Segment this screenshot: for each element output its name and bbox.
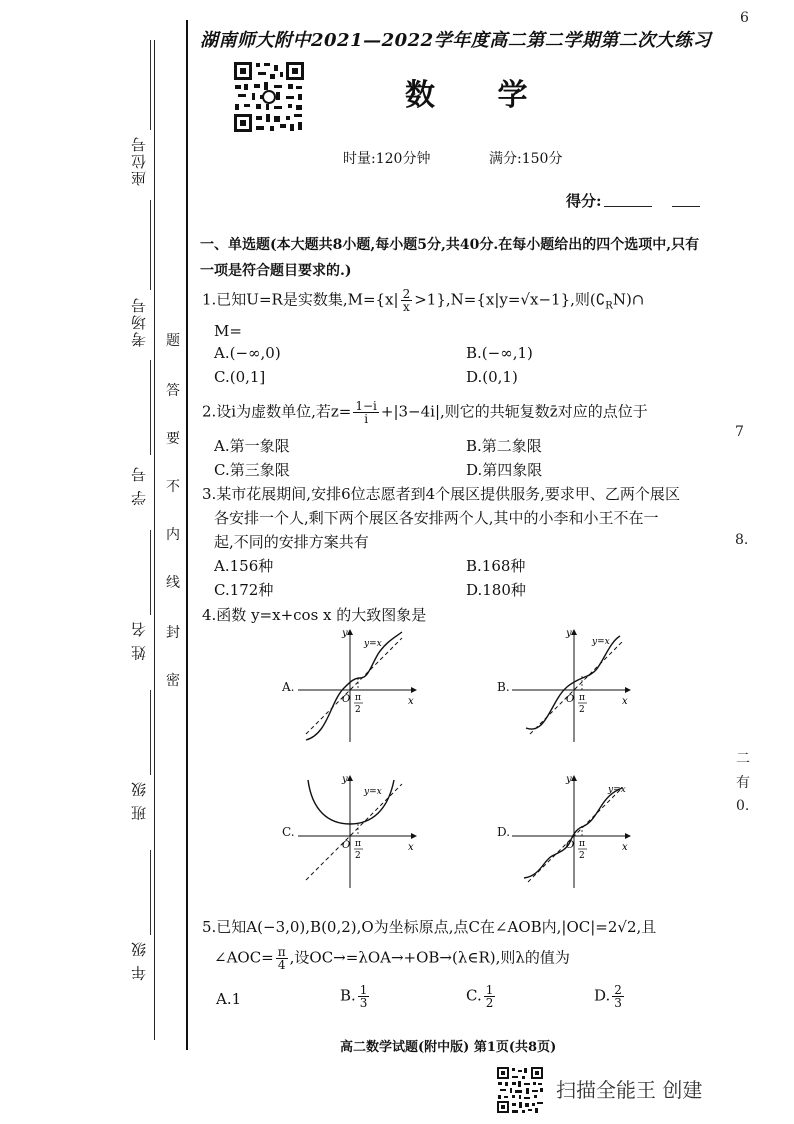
edge-mark: 8.: [735, 532, 749, 548]
time-limit: 时量:120分钟: [343, 151, 431, 167]
q5-opt-prefix: B.: [340, 986, 356, 1005]
graph-text: x: [622, 842, 628, 853]
q2-frac-den: i: [364, 412, 369, 426]
q2-option-b[interactable]: B.第二象限: [466, 437, 542, 455]
q2-stem-part: +|3−4i|,则它的共轭复数z̄对应的点位于: [380, 402, 648, 421]
exam-room-label: 考场号: [130, 296, 148, 347]
grade-label: 年 级: [130, 940, 148, 981]
graph-text: 2: [355, 851, 361, 861]
graph-text: O: [566, 840, 575, 851]
name-label: 姓 名: [130, 620, 148, 661]
q5-stem-part: ,设OC→=λOA→+OB→(λ∈R),则λ的值为: [289, 948, 570, 967]
student-number-field[interactable]: [150, 360, 151, 455]
class-field[interactable]: [150, 690, 151, 775]
graph-text: π: [355, 839, 361, 849]
graph-text: y=x: [608, 785, 626, 795]
graph-text: π: [579, 693, 585, 703]
q5-d-num: 2: [614, 983, 622, 997]
seal-char: 密: [166, 673, 180, 689]
q2-frac-num: 1−i: [355, 399, 377, 413]
q4-option-b[interactable]: B.: [497, 680, 510, 694]
q3-option-c[interactable]: C.172种: [214, 581, 274, 599]
seal-char: 内: [166, 527, 180, 543]
seal-char: 封: [166, 625, 180, 641]
score-field-extra: [672, 206, 700, 207]
grade-field[interactable]: [150, 850, 151, 935]
q3-option-b[interactable]: B.168种: [466, 557, 526, 575]
q2-stem-part: 2.设i为虚数单位,若z=: [202, 402, 352, 421]
name-field[interactable]: [150, 530, 151, 615]
question-3-line1: 3.某市花展期间,安排6位志愿者到4个展区提供服务,要求甲、乙两个展区: [202, 485, 680, 503]
graph-text: 2: [579, 705, 585, 715]
graph-text: y: [342, 628, 348, 639]
q1-stem-part: 1.已知U=R是实数集,M={x|: [202, 290, 399, 309]
question-3-line2: 各安排一个人,剩下两个展区各安排两个人,其中的小李和小王不在一: [214, 509, 659, 527]
q1-subscript: R: [605, 300, 613, 312]
q2-fraction: [353, 400, 379, 425]
binding-line-outer: [154, 40, 155, 1040]
graph-text: π: [579, 839, 585, 849]
graph-text: 2: [579, 851, 585, 861]
q5-fraction: [276, 946, 288, 971]
question-1-stem: [202, 288, 702, 318]
q5-c-num: 1: [485, 983, 494, 997]
q5-b-num: 1: [359, 983, 368, 997]
q1-option-c[interactable]: C.(0,1]: [214, 368, 266, 386]
seat-number-field[interactable]: [150, 40, 151, 130]
edge-mark: 6: [740, 10, 749, 26]
q4-option-a[interactable]: A.: [282, 680, 295, 694]
graph-text: x: [622, 696, 628, 707]
qr-code-icon[interactable]: [232, 60, 306, 134]
q4-option-c[interactable]: C.: [282, 825, 295, 839]
graph-text: y=x: [364, 787, 382, 797]
q4-graph-b: [512, 624, 642, 744]
q1-option-a[interactable]: A.(−∞,0): [214, 344, 281, 362]
q5-opt-prefix: D.: [594, 986, 611, 1005]
seal-char: 答: [166, 383, 180, 399]
q5-c-den: 2: [485, 996, 494, 1010]
q4-graph-a: [298, 624, 428, 744]
graph-text: y: [566, 774, 572, 785]
q5-opt-prefix: C.: [466, 986, 482, 1005]
q3-option-d[interactable]: D.180种: [466, 581, 526, 599]
score-label: 得分:: [566, 192, 602, 210]
page-footer: 高二数学试题(附中版) 第1页(共8页): [340, 1040, 557, 1055]
scanner-watermark: 扫描全能王 创建: [556, 1078, 703, 1102]
seal-char: 不: [166, 479, 180, 495]
graph-text: x: [408, 842, 414, 853]
class-label: 班 级: [130, 780, 148, 821]
q4-graph-c: [298, 770, 428, 890]
seal-char: 题: [166, 333, 180, 349]
graph-text: y: [342, 774, 348, 785]
q1-option-d[interactable]: D.(0,1): [466, 368, 518, 386]
question-5-line2: [214, 946, 714, 971]
q5-d-fraction: [612, 984, 624, 1009]
q5-option-c[interactable]: [466, 984, 497, 1009]
q1-stem-part: N)∩: [612, 290, 645, 309]
graph-text: O: [566, 694, 575, 705]
seal-char: 要: [166, 431, 180, 447]
exam-title: 湖南师大附中2021—2022学年度高二第二学期第二次大练习: [200, 30, 712, 51]
question-4-stem: 4.函数 y=x+cos x 的大致图象是: [202, 606, 427, 624]
q5-option-a[interactable]: A.1: [216, 990, 242, 1008]
q1-stem-part: >1},N={x|y=√x−1},则(∁: [414, 290, 606, 309]
q1-frac-num: 2: [402, 287, 411, 301]
section-heading: 一、单选题(本大题共8小题,每小题5分,共40分.在每小题给出的四个选项中,只有一项是符合题目要求的.): [200, 237, 700, 279]
q1-option-b[interactable]: B.(−∞,1): [466, 344, 533, 362]
graph-text: O: [342, 694, 351, 705]
q2-option-c[interactable]: C.第三象限: [214, 461, 290, 479]
seat-number-label: 座位号: [130, 135, 148, 186]
question-1-line2: M=: [214, 322, 242, 340]
question-2-stem: [202, 400, 702, 425]
graph-text: y=x: [592, 637, 610, 647]
edge-mark: 二: [736, 751, 750, 767]
edge-mark: 0.: [736, 798, 750, 814]
graph-text: y=x: [364, 639, 382, 649]
subject-title: 数 学: [405, 78, 554, 113]
q1-fraction: [401, 288, 413, 313]
graph-text: x: [408, 696, 414, 707]
seal-char: 线: [166, 575, 180, 591]
question-3-line3: 起,不同的安排方案共有: [214, 533, 369, 551]
graph-text: y: [566, 628, 572, 639]
q5-d-den: 3: [614, 996, 622, 1010]
q5-frac-num: π: [277, 945, 286, 959]
q2-option-a[interactable]: A.第一象限: [214, 437, 290, 455]
q5-frac-den: 4: [277, 958, 286, 972]
q5-c-fraction: [484, 984, 496, 1009]
q5-stem-part: ∠AOC=: [214, 948, 274, 967]
q4-option-d[interactable]: D.: [497, 825, 511, 839]
scanner-qr-icon[interactable]: [496, 1066, 544, 1114]
q2-option-d[interactable]: D.第四象限: [466, 461, 543, 479]
edge-mark: 有: [736, 775, 750, 791]
graph-text: π: [355, 693, 361, 703]
graph-text: O: [342, 840, 351, 851]
q1-frac-den: x: [403, 300, 410, 314]
q5-option-b[interactable]: [340, 984, 371, 1009]
q3-option-a[interactable]: A.156种: [214, 557, 274, 575]
edge-mark: 7: [735, 424, 744, 440]
student-number-label: 学 号: [130, 465, 148, 506]
q5-option-d[interactable]: [594, 984, 626, 1009]
score-field[interactable]: [604, 206, 652, 207]
question-5-line1: 5.已知A(−3,0),B(0,2),O为坐标原点,点C在∠AOB内,|OC|=2√2,且: [202, 918, 657, 936]
graph-text: 2: [355, 705, 361, 715]
q5-b-den: 3: [359, 996, 368, 1010]
exam-room-field[interactable]: [150, 200, 151, 290]
binding-line-inner: [186, 20, 188, 1050]
q5-b-fraction: [358, 984, 370, 1009]
full-score: 满分:150分: [489, 151, 563, 167]
q4-graph-d: [512, 770, 642, 890]
